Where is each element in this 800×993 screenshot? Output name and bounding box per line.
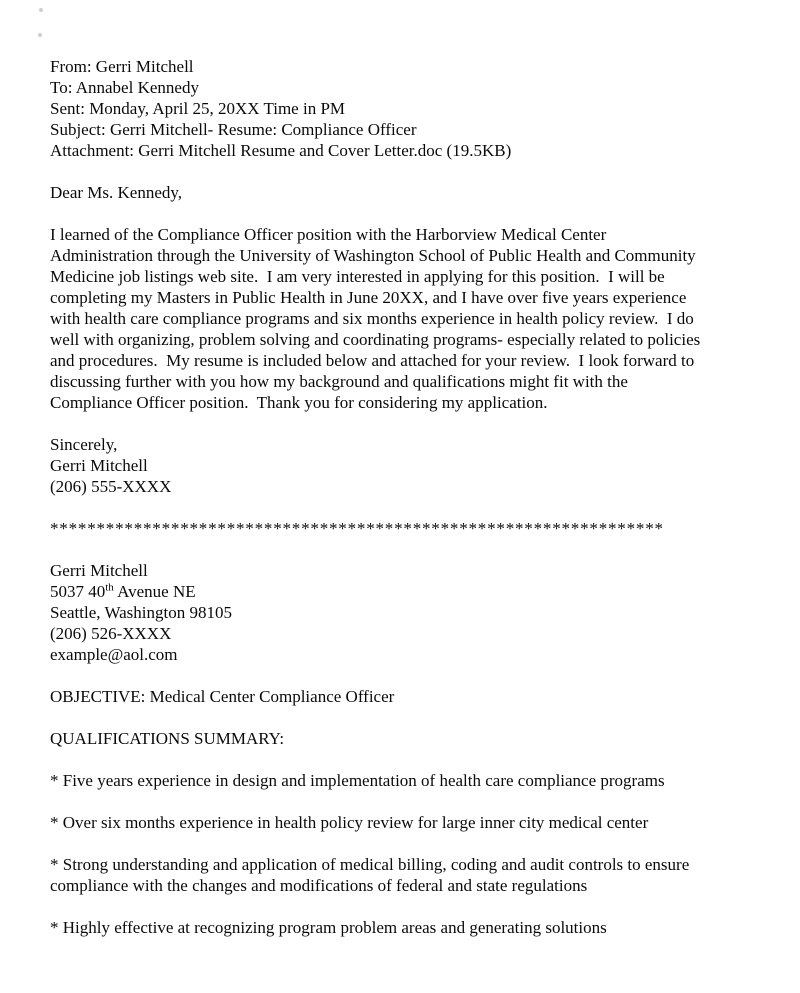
email-sent-line: Sent: Monday, April 25, 20XX Time in PM xyxy=(50,99,346,118)
qualification-bullet xyxy=(50,770,762,791)
contact-block xyxy=(50,560,762,665)
contact-address-line xyxy=(50,581,762,602)
scan-artifact-dot xyxy=(38,33,42,37)
bullet-line: * Strong understanding and application of medical billing, coding and audit controls to ensure xyxy=(50,855,690,874)
email-from-line: From: Gerri Mitchell xyxy=(50,57,194,76)
bullet-line: * Highly effective at recognizing program problem areas and generating solutions xyxy=(50,918,607,937)
body-line: Administration through the University of Washington School of Public Health and Community xyxy=(50,246,696,265)
closing: Sincerely, xyxy=(50,435,118,454)
qualifications-heading: QUALIFICATIONS SUMMARY: xyxy=(50,729,285,748)
address-ordinal-superscript: th xyxy=(105,581,114,594)
address-suffix: Avenue NE xyxy=(113,582,196,601)
signature-block xyxy=(50,434,762,497)
body-line: I learned of the Compliance Officer position with the Harborview Medical Center xyxy=(50,225,607,244)
email-attachment-line: Attachment: Gerri Mitchell Resume and Cover Letter.doc (19.5KB) xyxy=(50,141,512,160)
email-subject-line: Subject: Gerri Mitchell- Resume: Compliance Officer xyxy=(50,120,417,139)
qualification-bullet xyxy=(50,854,762,896)
letter-content xyxy=(50,56,762,959)
contact-email: example@aol.com xyxy=(50,645,178,664)
scan-artifact-dot xyxy=(39,8,43,12)
letter-body-paragraph xyxy=(50,224,762,413)
body-line: with health care compliance programs and six months experience in health policy review. I do xyxy=(50,309,694,328)
body-line: Compliance Officer position. Thank you for considering my application. xyxy=(50,393,548,412)
body-line: discussing further with you how my background and qualifications might fit with the xyxy=(50,372,628,391)
contact-name: Gerri Mitchell xyxy=(50,561,148,580)
body-line: completing my Masters in Public Health in June 20XX, and I have over five years experience xyxy=(50,288,687,307)
body-line: Medicine job listings web site. I am very interested in applying for this position. I will be xyxy=(50,267,665,286)
body-line: well with organizing, problem solving and coordinating programs- especially related to policies xyxy=(50,330,701,349)
asterisk-divider: ****************************************************************** xyxy=(50,519,664,538)
objective-heading: OBJECTIVE: Medical Center Compliance Officer xyxy=(50,687,395,706)
qualification-bullet xyxy=(50,917,762,938)
salutation: Dear Ms. Kennedy, xyxy=(50,183,183,202)
signature-name: Gerri Mitchell xyxy=(50,456,148,475)
bullet-line: * Five years experience in design and implementation of health care compliance programs xyxy=(50,771,665,790)
email-header xyxy=(50,56,762,161)
bullet-line: * Over six months experience in health policy review for large inner city medical center xyxy=(50,813,649,832)
qualification-bullet xyxy=(50,812,762,833)
email-to-line: To: Annabel Kennedy xyxy=(50,78,199,97)
signature-phone: (206) 555-XXXX xyxy=(50,477,172,496)
body-line: and procedures. My resume is included below and attached for your review. I look forward to xyxy=(50,351,695,370)
bullet-line: compliance with the changes and modifications of federal and state regulations xyxy=(50,876,588,895)
contact-city-line: Seattle, Washington 98105 xyxy=(50,603,232,622)
contact-phone: (206) 526-XXXX xyxy=(50,624,172,643)
address-prefix: 5037 40 xyxy=(50,582,106,601)
